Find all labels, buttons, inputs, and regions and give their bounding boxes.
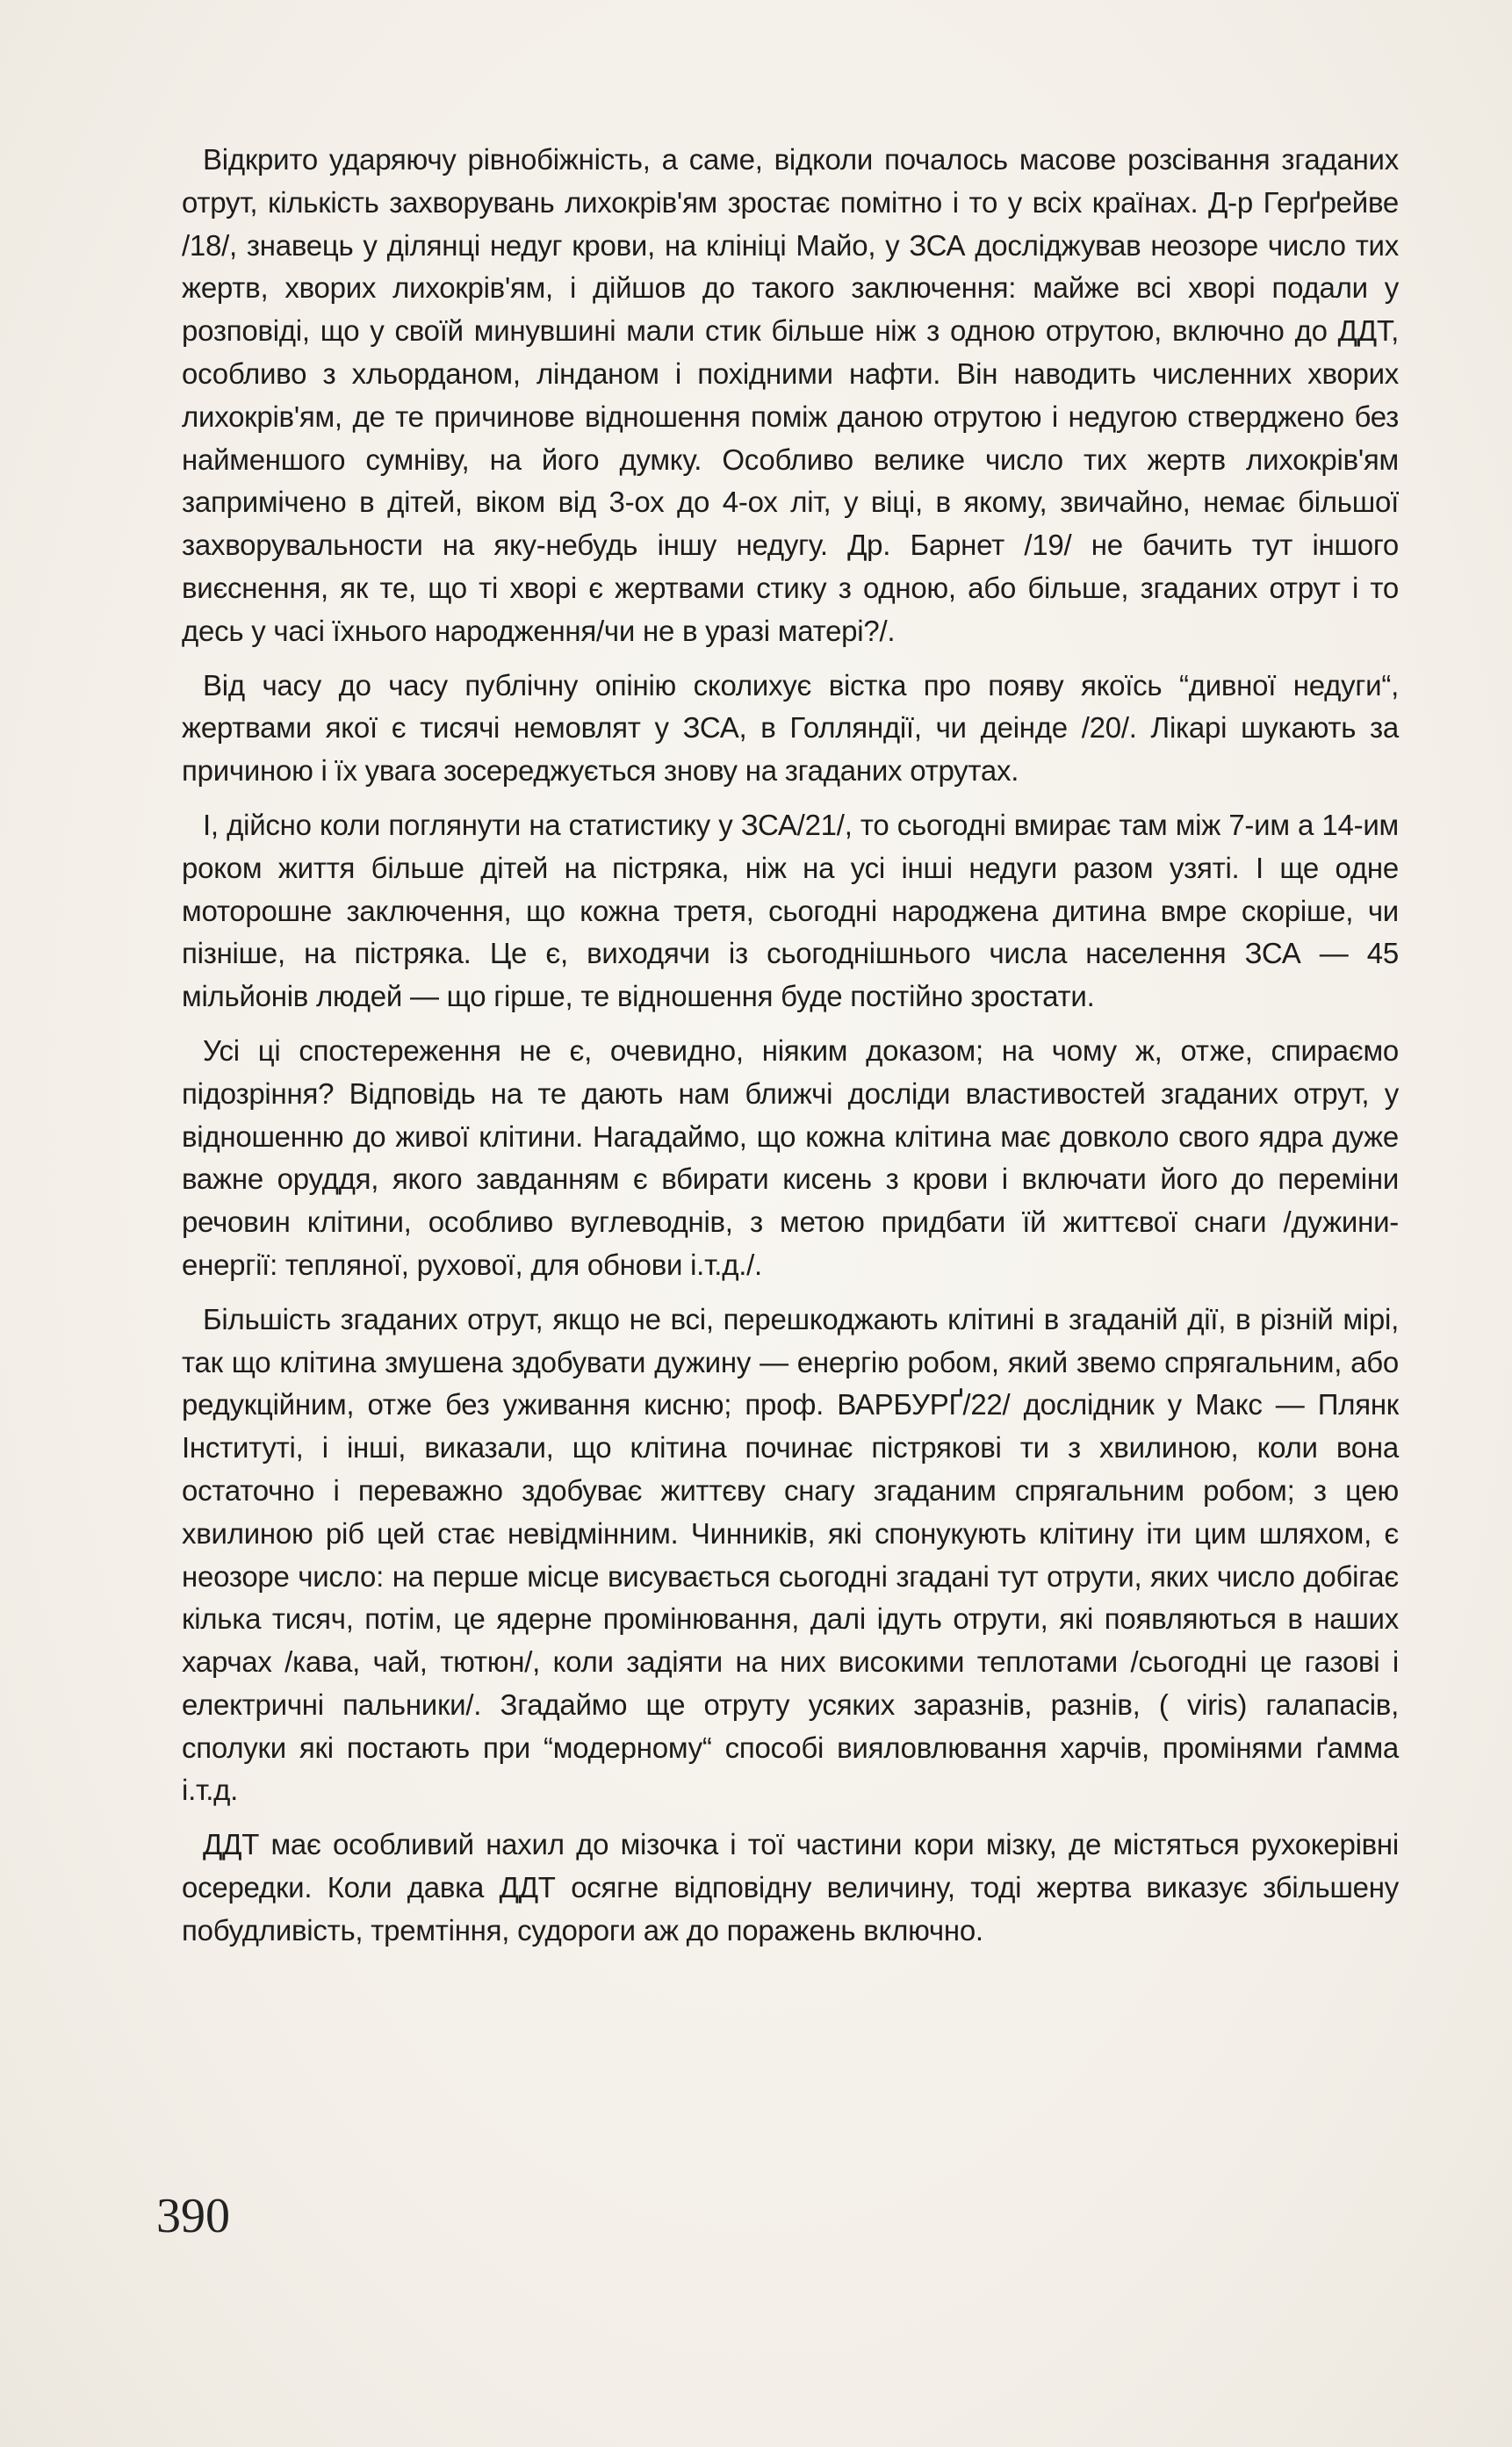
body-text xyxy=(182,139,1399,1964)
paragraph-5: Більшість згаданих отрут, якщо не всі, перешкоджають клітині в згаданій дії, в різній мірі, так що клітина змушена здобувати дужину — енергію робом, який звемо спрягальним, або редукційним, отже без уживання кисню; проф. ВАРБУРҐ/22/ дослідник у Макс — Плянк Інституті, і інші, виказали, що клітина починає пістрякові ти з хвилиною, коли вона остаточно і переважно здобуває життєву снагу згаданим спрягальним робом; з цею хвилиною ріб цей стає невідмінним. Чинників, які спонукують клітину іти цим шляхом, є неозоре число: на перше місце висувається сьогодні згадані тут отрути, яких число добігає кілька тисяч, потім, це ядерне промінювання, далі ідуть отрути, які появляються в наших харчах /кава, чай, тютюн/, коли задіяти на них високими теплотами /сьогодні це газові і електричні пальники/. Згадаймо ще отруту усяких заразнів, разнів, ( virіs) галапасів, сполуки які постають при “модерному“ способі вияловлювання харчів, промінями ґамма і.т.д. xyxy=(182,1302,1399,1807)
paragraph-6: ДДТ має особливий нахил до мізочка і тої частини кори мізку, де містяться рухокерівні осередки. Коли давка ДДТ осягне відповідну величину, тоді жертва виказує збільшену побудливість, тремтіння, судороги аж до поражень включно. xyxy=(182,1828,1399,1947)
paragraph-2: Від часу до часу публічну опінію сколихує вістка про появу якоїсь “дивної недуги“, жертвами якої є тисячі немовлят у ЗСА, в Голляндії, чи деінде /20/. Лікарі шукають за причиною і їх увага зосереджується знову на згаданих отрутах. xyxy=(182,668,1399,788)
paragraph-3: І, дійсно коли поглянути на статистику у ЗСА/21/, то сьогодні вмирає там між 7-им а 14-им роком життя більше дітей на пістряка, ніж на усі інші недуги разом узяті. І ще одне моторошне заключення, що кожна третя, сьогодні народжена дитина вмре скоріше, чи пізніше, на пістряка. Це є, виходячи із сьогоднішнього числа населення ЗСА — 45 мільйонів людей — що гірше, те відношення буде постійно зростати. xyxy=(182,808,1399,1013)
page-number: 390 xyxy=(156,2189,230,2243)
paragraph-4: Усі ці спостереження не є, очевидно, ніяким доказом; на чому ж, отже, спираємо підозріння? Відповідь на те дають нам ближчі досліди властивостей згаданих отрут, у відношенню до живої клітини. Нагадаймо, що кожна клітина має довколо свого ядра дуже важне оруддя, якого завданням є вбирати кисень з крови і включати його до переміни речовин клітини, особливо вуглеводнів, з метою придбати їй життєвої снаги /дужини-енергії: тепляної, рухової, для обнови і.т.д./. xyxy=(182,1033,1399,1281)
paragraph-1: Відкрито ударяючу рівнобіжність, а саме, відколи почалось масове розсівання згаданих отрут, кількість захворувань лихокрів'ям зростає помітно і то у всіх країнах. Д-р Герґрейве /18/, знавець у ділянці недуг крови, на клініці Майо, у ЗСА досліджував неозоре число тих жертв, хворих лихокрів'ям, і дійшов до такого заключення: майже всі хворі подали у розповіді, що у своїй минувшині мали стик більше ніж з одною отрутою, включно до ДДТ, особливо з хльорданом, лінданом і похідними нафти. Він наводить численних хворих лихокрів'ям, де те причинове відношення поміж даною отрутою і недугою стверджено без найменшого сумніву, на його думку. Особливо велике число тих жертв лихокрів'ям запримічено в дітей, віком від 3-ох до 4-ох літ, у віці, в якому, звичайно, немає більшої захворувальности на яку-небудь іншу недугу. Др. Барнет /19/ не бачить тут іншого виєснення, як те, що ті хворі є жертвами стику з одною, або більше, згаданих отрут і то десь у часі їхнього народження/чи не в уразі матері?/. xyxy=(182,143,1399,647)
